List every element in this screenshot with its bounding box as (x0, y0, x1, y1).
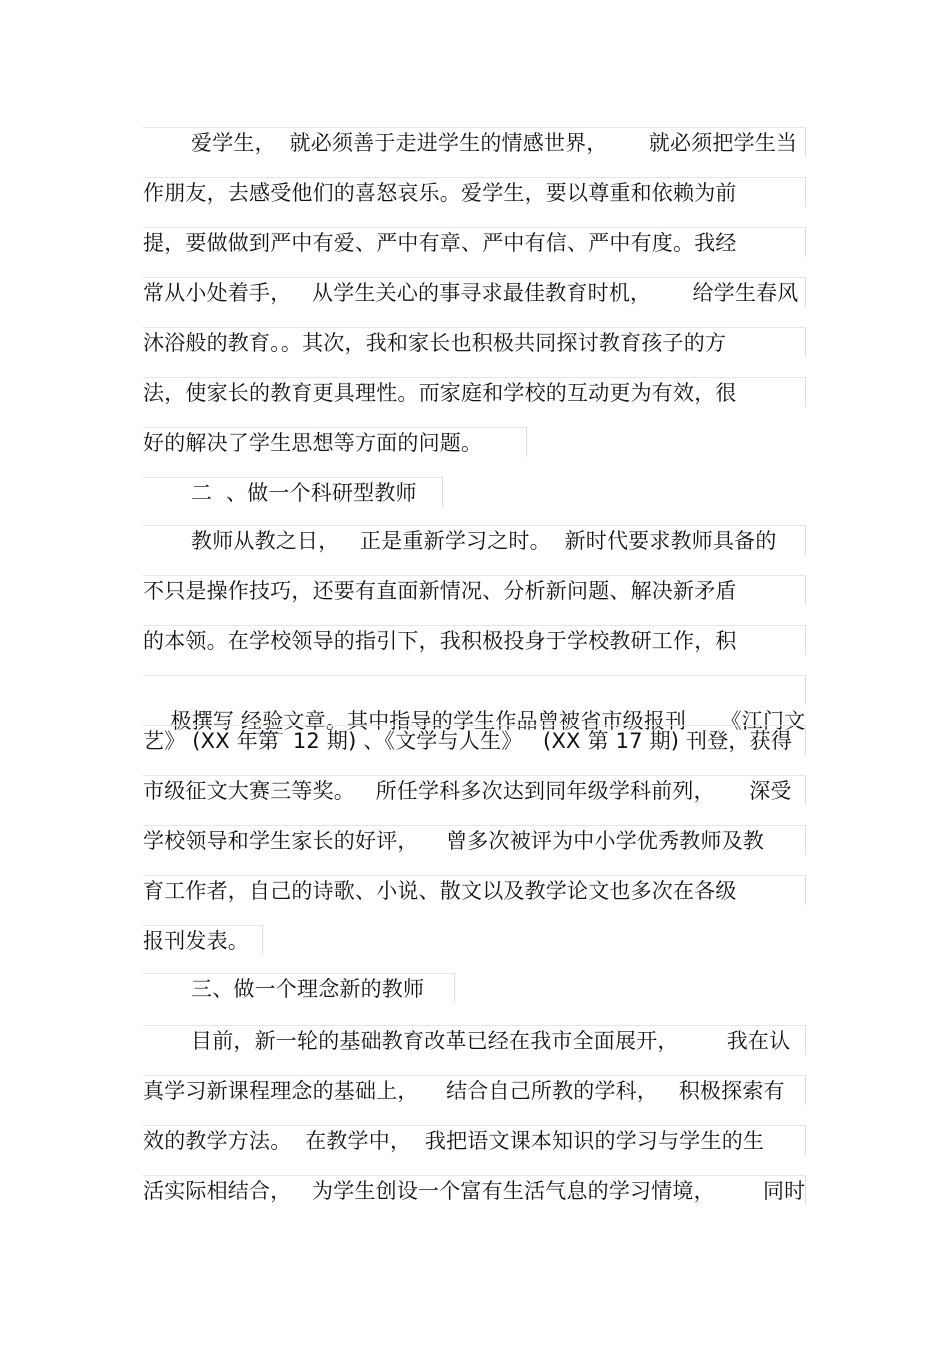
paragraph-line: 育工作者，自己的诗歌、小说、散文以及教学论文也多次在各级 (143, 875, 806, 905)
hyperlink-text[interactable]: 经验 (241, 709, 284, 733)
paragraph-line: 的本领。在学校领导的指引下，我积极投身于学校教研工作，积 (143, 625, 806, 655)
paragraph-line: 不只是操作技巧，还要有直面新情况、分析新问题、解决新矛盾 (143, 575, 806, 605)
paragraph-line: 效的教学方法。 在教学中， 我把语文课本知识的学习与学生的生 (143, 1125, 806, 1155)
text-segment: 文章。其中指导的学生作品曾被省市级报刊 《江门文 (283, 709, 806, 733)
section-heading: 二 、做一个科研型教师 (143, 477, 443, 507)
paragraph-line: 活实际相结合， 为学生创设一个富有生活气息的学习情境， 同时 (143, 1175, 806, 1205)
paragraph-line: 市级征文大赛三等奖。 所任学科多次达到同年级学科前列， 深受 (143, 775, 806, 805)
paragraph-line: 艺》 (XX 年第 12 期) 、《文学与人生》 (XX 第 17 期) 刊登，获得 (143, 725, 806, 755)
paragraph-line: 目前，新一轮的基础教育改革已经在我市全面展开， 我在认 (143, 1025, 806, 1055)
paragraph-line: 教师从教之日， 正是重新学习之时。 新时代要求教师具备的 (143, 525, 806, 555)
text-segment: 极撰写 (170, 709, 235, 733)
paragraph-line: 爱学生， 就必须善于走进学生的情感世界， 就必须把学生当 (143, 127, 806, 157)
paragraph-line: 作朋友，去感受他们的喜怒哀乐。爱学生，要以尊重和依赖为前 (143, 177, 806, 207)
paragraph-line: 提，要做做到严中有爱、严中有章、严中有信、严中有度。我经 (143, 227, 806, 257)
paragraph-line: 报刊发表。 (143, 925, 263, 955)
paragraph-line: 法，使家长的教育更具理性。而家庭和学校的互动更为有效，很 (143, 377, 806, 407)
paragraph-line: 好的解决了学生思想等方面的问题。 (143, 427, 527, 457)
section-heading: 三、做一个理念新的教师 (143, 973, 455, 1003)
paragraph-line: 沐浴般的教育。。其次，我和家长也积极共同探讨教育孩子的方 (143, 327, 806, 357)
paragraph-line: 学校领导和学生家长的好评， 曾多次被评为中小学优秀教师及教 (143, 825, 806, 855)
paragraph-line (143, 675, 806, 733)
paragraph-line: 常从小处着手， 从学生关心的事寻求最佳教育时机， 给学生春风 (143, 277, 806, 307)
paragraph-line: 真学习新课程理念的基础上， 结合自己所教的学科， 积极探索有 (143, 1075, 806, 1105)
